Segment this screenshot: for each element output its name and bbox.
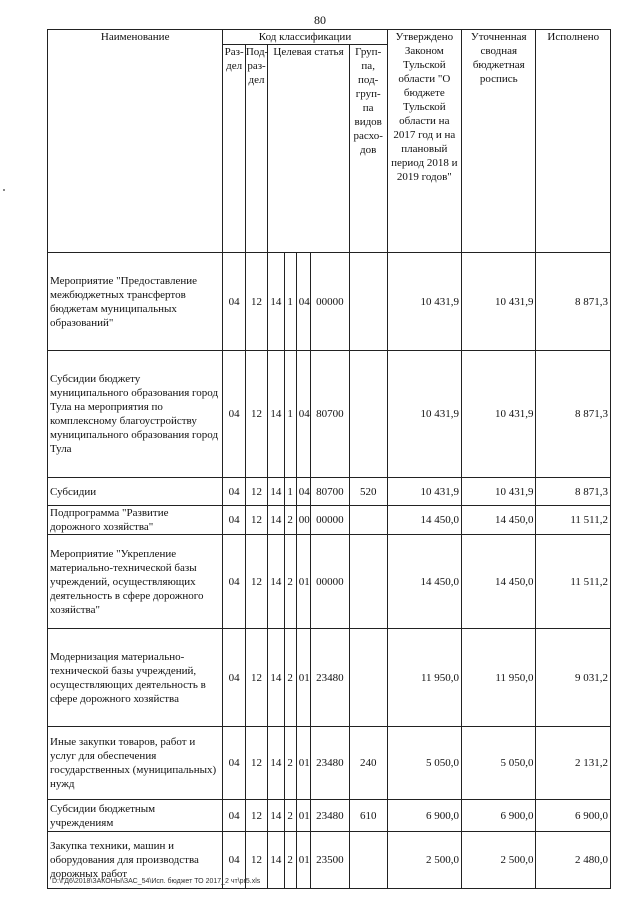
row-section: 04	[223, 535, 245, 629]
row-refined: 11 950,0	[462, 629, 536, 727]
row-target-program: 14	[268, 351, 284, 478]
row-target-program: 14	[268, 629, 284, 727]
budget-table	[47, 29, 611, 889]
row-target-direction: 80700	[311, 478, 350, 506]
row-executed: 2 480,0	[536, 832, 611, 889]
file-path-footer: D:\ГД6\2018\ЗАКОНЫ\ЗАС_54\Исп. бюджет ТО 2017_2 чт\pr5.xls	[52, 878, 261, 885]
row-name: Мероприятие "Предоставление межбюджетных трансфертов бюджетам муниципальных образований"	[48, 253, 223, 351]
page-number: 80	[314, 13, 326, 27]
row-target-direction: 23480	[311, 800, 350, 832]
row-refined: 5 050,0	[462, 727, 536, 800]
header-executed: Исполнено	[536, 30, 611, 253]
row-expense-group	[349, 535, 387, 629]
row-executed: 11 511,2	[536, 506, 611, 535]
row-section: 04	[223, 351, 245, 478]
row-target-direction: 00000	[311, 506, 350, 535]
row-subsection: 12	[245, 351, 267, 478]
row-name: Закупка техники, машин и оборудования для производства дорожных работ	[48, 832, 223, 889]
row-target-subprogram: 2	[284, 629, 296, 727]
table-row	[48, 800, 611, 832]
row-target-program: 14	[268, 832, 284, 889]
row-executed: 8 871,3	[536, 478, 611, 506]
row-approved: 14 450,0	[387, 535, 461, 629]
row-target-program: 14	[268, 253, 284, 351]
row-target-program: 14	[268, 478, 284, 506]
table-body	[48, 253, 611, 889]
header-target: Целевая статья	[268, 45, 350, 253]
table-row	[48, 629, 611, 727]
row-expense-group	[349, 832, 387, 889]
row-target-event: 01	[296, 832, 310, 889]
scan-speck	[3, 189, 5, 191]
row-approved: 5 050,0	[387, 727, 461, 800]
row-approved: 14 450,0	[387, 506, 461, 535]
row-expense-group	[349, 351, 387, 478]
header-section: Раз- дел	[223, 45, 245, 253]
row-approved: 11 950,0	[387, 629, 461, 727]
row-subsection: 12	[245, 629, 267, 727]
row-refined: 14 450,0	[462, 506, 536, 535]
row-target-subprogram: 1	[284, 478, 296, 506]
row-target-subprogram: 1	[284, 351, 296, 478]
row-target-event: 01	[296, 800, 310, 832]
row-refined: 10 431,9	[462, 351, 536, 478]
row-target-event: 04	[296, 253, 310, 351]
row-subsection: 12	[245, 253, 267, 351]
row-target-subprogram: 1	[284, 253, 296, 351]
row-target-event: 01	[296, 629, 310, 727]
row-subsection: 12	[245, 478, 267, 506]
row-executed: 8 871,3	[536, 351, 611, 478]
row-target-event: 01	[296, 535, 310, 629]
row-section: 04	[223, 800, 245, 832]
row-subsection: 12	[245, 727, 267, 800]
row-name: Субсидии бюджетным учреждениям	[48, 800, 223, 832]
table-row	[48, 727, 611, 800]
row-section: 04	[223, 629, 245, 727]
row-approved: 2 500,0	[387, 832, 461, 889]
row-target-subprogram: 2	[284, 727, 296, 800]
table-row	[48, 351, 611, 478]
row-refined: 14 450,0	[462, 535, 536, 629]
row-target-program: 14	[268, 535, 284, 629]
table-row	[48, 506, 611, 535]
row-name: Субсидии	[48, 478, 223, 506]
row-expense-group: 520	[349, 478, 387, 506]
row-approved: 6 900,0	[387, 800, 461, 832]
header-code-group: Код классификации	[223, 30, 387, 45]
row-target-subprogram: 2	[284, 535, 296, 629]
row-subsection: 12	[245, 800, 267, 832]
row-target-subprogram: 2	[284, 506, 296, 535]
row-approved: 10 431,9	[387, 478, 461, 506]
row-target-event: 04	[296, 478, 310, 506]
row-approved: 10 431,9	[387, 253, 461, 351]
row-section: 04	[223, 832, 245, 889]
row-name: Иные закупки товаров, работ и услуг для обеспечения государственных (муниципальных) нужд	[48, 727, 223, 800]
row-target-subprogram: 2	[284, 800, 296, 832]
row-expense-group: 240	[349, 727, 387, 800]
row-expense-group	[349, 629, 387, 727]
row-section: 04	[223, 727, 245, 800]
row-expense-group: 610	[349, 800, 387, 832]
header-expense-group: Груп- па, под- груп- па видов расхо- дов	[349, 45, 387, 253]
table-row	[48, 253, 611, 351]
row-executed: 11 511,2	[536, 535, 611, 629]
row-executed: 2 131,2	[536, 727, 611, 800]
row-target-direction: 00000	[311, 535, 350, 629]
header-refined: Уточненная сводная бюджетная роспись	[462, 30, 536, 253]
row-subsection: 12	[245, 535, 267, 629]
row-executed: 8 871,3	[536, 253, 611, 351]
header-approved: Утверждено Законом Тульской области "О бюджете Тульской области на 2017 год и на плановый период 2018 и 2019 годов"	[387, 30, 461, 253]
row-name: Модернизация материально-технической базы учреждений, осуществляющих деятельность в сфере дорожного хозяйства	[48, 629, 223, 727]
row-target-subprogram: 2	[284, 832, 296, 889]
row-target-direction: 23480	[311, 727, 350, 800]
row-refined: 10 431,9	[462, 253, 536, 351]
row-target-program: 14	[268, 727, 284, 800]
row-expense-group	[349, 253, 387, 351]
row-executed: 9 031,2	[536, 629, 611, 727]
row-name: Субсидии бюджету муниципального образования город Тула на мероприятия по комплексному благоустройству муниципального образования город Тула	[48, 351, 223, 478]
row-target-event: 04	[296, 351, 310, 478]
row-name: Подпрограмма "Развитие дорожного хозяйства"	[48, 506, 223, 535]
row-refined: 2 500,0	[462, 832, 536, 889]
row-target-direction: 23480	[311, 629, 350, 727]
row-executed: 6 900,0	[536, 800, 611, 832]
row-section: 04	[223, 478, 245, 506]
row-target-direction: 00000	[311, 253, 350, 351]
row-subsection: 12	[245, 832, 267, 889]
row-refined: 10 431,9	[462, 478, 536, 506]
row-section: 04	[223, 506, 245, 535]
row-subsection: 12	[245, 506, 267, 535]
row-target-program: 14	[268, 800, 284, 832]
row-target-direction: 23500	[311, 832, 350, 889]
row-target-event: 01	[296, 727, 310, 800]
table-row	[48, 478, 611, 506]
row-expense-group	[349, 506, 387, 535]
row-target-event: 00	[296, 506, 310, 535]
row-target-program: 14	[268, 506, 284, 535]
row-approved: 10 431,9	[387, 351, 461, 478]
header-subsection: Под- раз- дел	[245, 45, 267, 253]
row-section: 04	[223, 253, 245, 351]
header-name: Наименование	[48, 30, 223, 253]
row-target-direction: 80700	[311, 351, 350, 478]
row-name: Мероприятие "Укрепление материально-технической базы учреждений, осуществляющих деятельность в сфере дорожного хозяйства"	[48, 535, 223, 629]
row-refined: 6 900,0	[462, 800, 536, 832]
table-row	[48, 535, 611, 629]
